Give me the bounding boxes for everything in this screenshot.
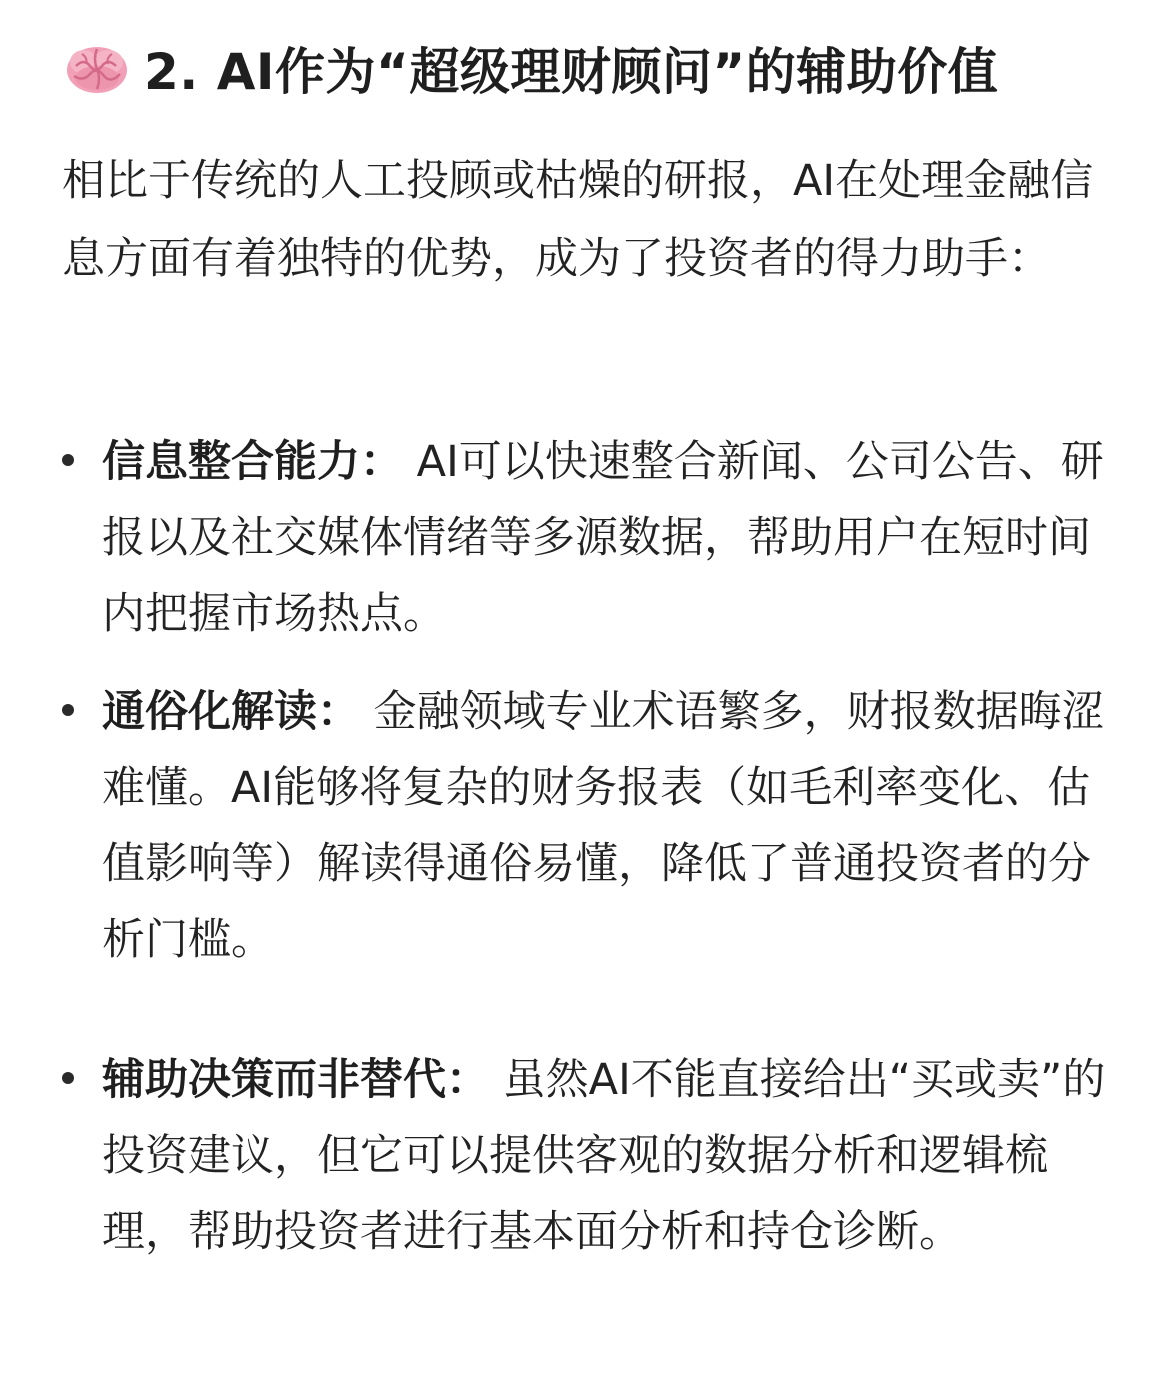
bullet-dot xyxy=(62,1072,74,1084)
intro-paragraph: 相比于传统的人工投顾或枯燥的研报，AI在处理金融信息方面有着独特的优势，成为了投资者的得力助手： xyxy=(62,156,1094,284)
bullet-term: 信息整合能力： xyxy=(102,437,403,487)
section-heading xyxy=(64,28,998,108)
bullet-description: 虽然AI不能直接给出“买或卖”的投资建议，但它可以提供客观的数据分析和逻辑梳理，帮助投资者进行基本面分析和持仓诊断。 xyxy=(102,1055,1106,1257)
bullet-dot xyxy=(62,454,74,466)
bullet-term: 通俗化解读： xyxy=(102,687,360,737)
bullet-term: 辅助决策而非替代： xyxy=(102,1055,489,1105)
bullet-description: 金融领域专业术语繁多，财报数据晦涩难懂。AI能够将复杂的财务报表（如毛利率变化、估值影响等）解读得通俗易懂，降低了普通投资者的分析门槛。 xyxy=(102,687,1105,965)
bullet-dot xyxy=(62,704,74,716)
brain-icon xyxy=(64,40,130,96)
bullet-description: AI可以快速整合新闻、公司公告、研报以及社交媒体情绪等多源数据，帮助用户在短时间内把握市场热点。 xyxy=(102,437,1104,639)
section-title: 2. AI作为“超级理财顾问”的辅助价值 xyxy=(144,43,999,101)
